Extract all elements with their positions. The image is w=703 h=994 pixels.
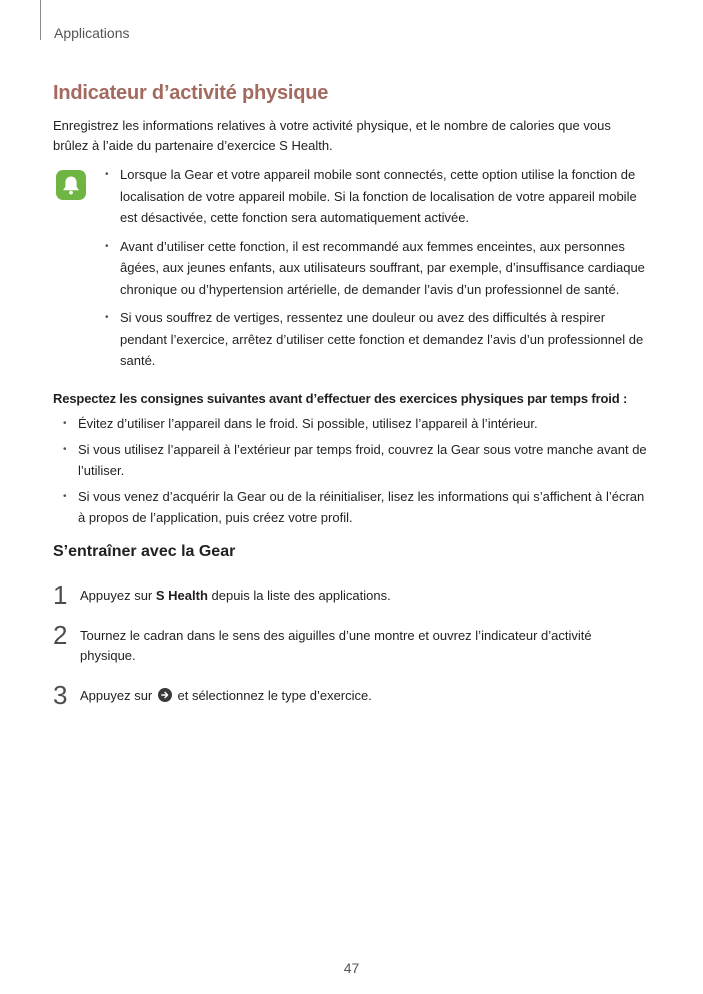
step-number: 2 bbox=[53, 620, 68, 650]
note-list bbox=[105, 164, 650, 379]
section-header: Applications bbox=[54, 25, 130, 41]
bell-icon bbox=[56, 170, 86, 200]
cold-weather-item: • Évitez d’utiliser l’appareil dans le froid. Si possible, utilisez l’appareil à l’intérieur. bbox=[63, 413, 653, 435]
step-number: 1 bbox=[53, 580, 68, 610]
cold-weather-item: • Si vous utilisez l’appareil à l’extérieur par temps froid, couvrez la Gear sous votre manche avant de l’utiliser. bbox=[63, 439, 653, 482]
cold-weather-heading: Respectez les consignes suivantes avant d’effectuer des exercices physiques par temps froid : bbox=[53, 391, 628, 406]
note-item: • Si vous souffrez de vertiges, ressentez une douleur ou avez des difficultés à respirer pendant l’exercice, arrêtez d’utiliser cette fonction et demandez l’avis d’un professionnel de santé. bbox=[105, 307, 650, 372]
note-item: • Avant d’utiliser cette fonction, il est recommandé aux femmes enceintes, aux personnes âgées, aux jeunes enfants, aux utilisateurs souffrant, par exemple, d’insuffisance cardiaque chronique ou d’hypertension artérielle, de demander l’avis d’un professionnel de santé. bbox=[105, 236, 650, 301]
step-text: Appuyez sur et sélectionnez le type d’exercice. bbox=[80, 688, 372, 703]
step-text: Tournez le cadran dans le sens des aiguilles d’une montre et ouvrez l’indicateur d’activité physique. bbox=[80, 628, 592, 663]
page-number: 47 bbox=[343, 960, 360, 976]
header-rule bbox=[40, 0, 41, 40]
training-heading: S’entraîner avec la Gear bbox=[53, 543, 236, 560]
arrow-right-icon bbox=[158, 688, 172, 702]
intro-paragraph: Enregistrez les informations relatives à votre activité physique, et le nombre de calories que vous brûlez à l’aide du partenaire d’exercice S Health. bbox=[53, 118, 611, 153]
note-item: • Lorsque la Gear et votre appareil mobile sont connectés, cette option utilise la fonction de localisation de votre appareil mobile. Si la fonction de localisation de votre appareil mobile est désactivée, cette fonction sera automatiquement activée. bbox=[105, 164, 650, 229]
app-name: S Health bbox=[155, 588, 208, 603]
cold-weather-list bbox=[63, 413, 653, 533]
cold-weather-item: • Si vous venez d’acquérir la Gear ou de la réinitialiser, lisez les informations qui s’affichent à l’écran à propos de l’application, puis créez votre profil. bbox=[63, 486, 653, 529]
step-number: 3 bbox=[53, 680, 68, 710]
step-text: Appuyez sur S Health depuis la liste des applications. bbox=[80, 588, 391, 603]
page-title: Indicateur d’activité physique bbox=[53, 82, 329, 104]
